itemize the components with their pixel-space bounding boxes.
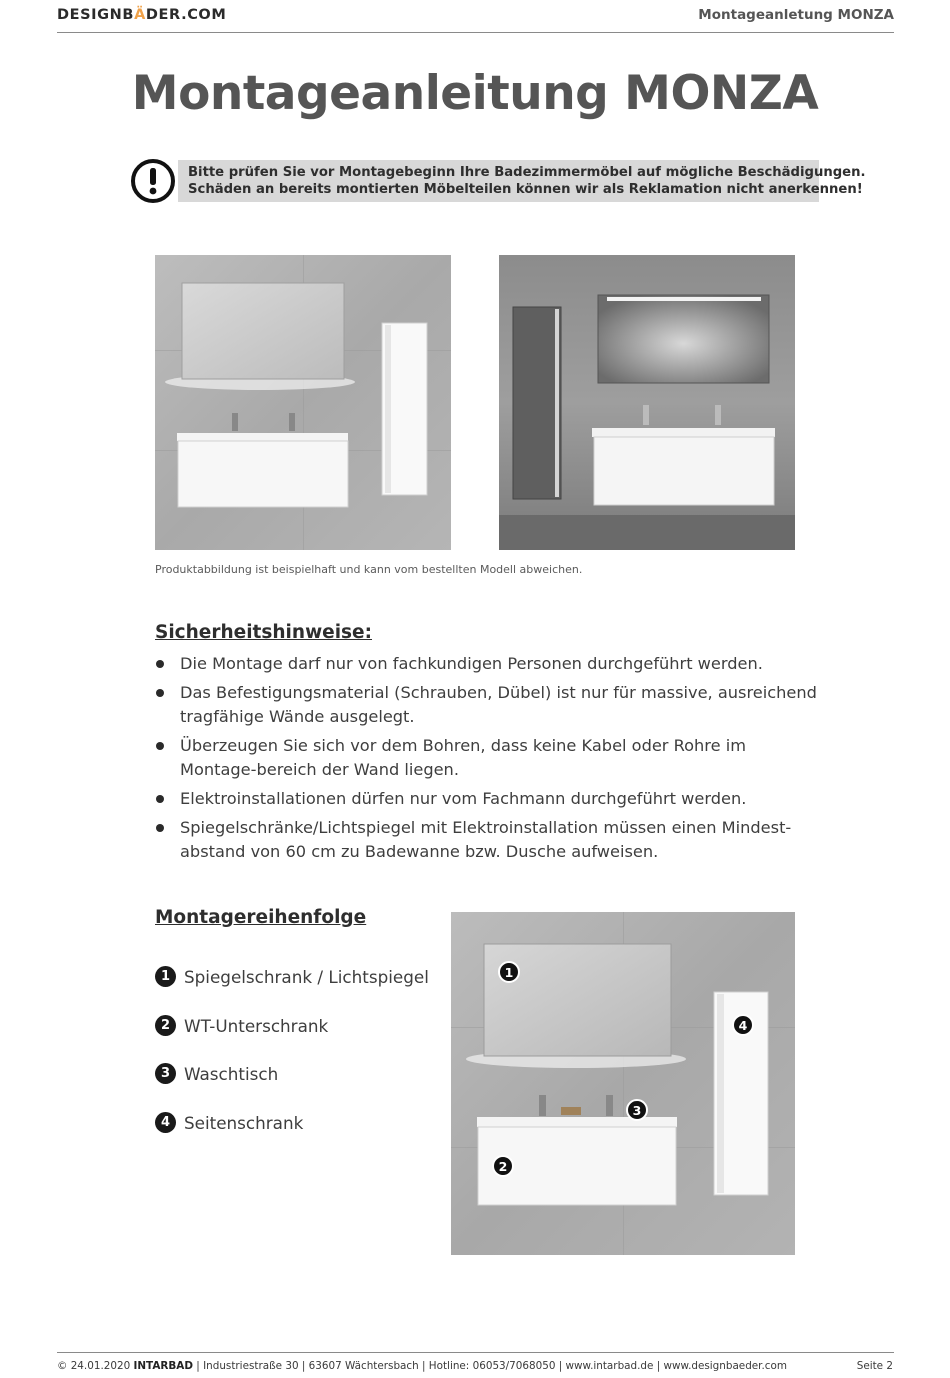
assembly-diagram-photo — [451, 912, 795, 1255]
marker-mirror: 1 — [498, 961, 520, 983]
warning-line-1: Bitte prüfen Sie vor Montagebeginn Ihre Badezimmermöbel auf mögliche Beschädigungen. — [188, 165, 866, 180]
order-steps — [155, 965, 429, 1159]
warning-line-2: Schäden an bereits montierten Möbelteilen können wir als Reklamation nicht anerkennen! — [188, 182, 863, 197]
safety-list — [155, 652, 825, 869]
marker-side-cabinet: 4 — [732, 1014, 754, 1036]
step-label: WT-Unterschrank — [184, 1015, 329, 1036]
marker-washbasin: 3 — [626, 1099, 648, 1121]
exclamation-circle-icon — [130, 158, 176, 204]
header-divider — [57, 32, 894, 33]
order-step — [155, 965, 429, 1014]
product-photo-angled — [499, 255, 795, 550]
footer-info: © 24.01.2020 INTARBAD | Industriestraße 30 | 63607 Wächtersbach | Hotline: 06053/7068050 | www.intarbad.de | www.designbaeder.com — [57, 1360, 787, 1372]
order-heading: Montagereihenfolge — [155, 907, 367, 928]
page-number: Seite 2 — [856, 1360, 893, 1372]
page-title: Montageanleitung MONZA — [131, 66, 819, 121]
order-step — [155, 1111, 429, 1160]
warning-text — [188, 164, 866, 198]
step-number-badge: 4 — [155, 1112, 176, 1133]
safety-item: Spiegelschränke/Lichtspiegel mit Elektroinstallation müssen einen Mindest-abstand von 60 cm zu Badewanne bzw. Dusche aufweisen. — [155, 816, 825, 864]
step-number-badge: 1 — [155, 966, 176, 987]
safety-item: Das Befestigungsmaterial (Schrauben, Dübel) ist nur für massive, ausreichend tragfähige Wände ausgelegt. — [155, 681, 825, 729]
safety-heading: Sicherheitshinweise: — [155, 622, 373, 643]
brand-logo: DESIGNBÄDER.COM — [57, 7, 227, 23]
marker-vanity-unit: 2 — [492, 1155, 514, 1177]
step-number-badge: 3 — [155, 1063, 176, 1084]
safety-item: Elektroinstallationen dürfen nur vom Fachmann durchgeführt werden. — [155, 787, 825, 811]
step-label: Spiegelschrank / Lichtspiegel — [184, 967, 429, 987]
safety-item: Die Montage darf nur von fachkundigen Personen durchgeführt werden. — [155, 652, 825, 676]
header-document-title: Montageanletung MONZA — [698, 7, 894, 23]
footer-divider — [57, 1352, 894, 1353]
photo-caption: Produktabbildung ist beispielhaft und kann vom bestellten Modell abweichen. — [155, 563, 583, 576]
step-label: Seitenschrank — [184, 1112, 304, 1133]
product-photo-front — [155, 255, 451, 550]
safety-item: Überzeugen Sie sich vor dem Bohren, dass keine Kabel oder Rohre im Montage-bereich der Wand liegen. — [155, 734, 825, 782]
step-label: Waschtisch — [184, 1064, 279, 1085]
order-step — [155, 1014, 429, 1063]
step-number-badge: 2 — [155, 1015, 176, 1036]
order-step — [155, 1062, 429, 1111]
